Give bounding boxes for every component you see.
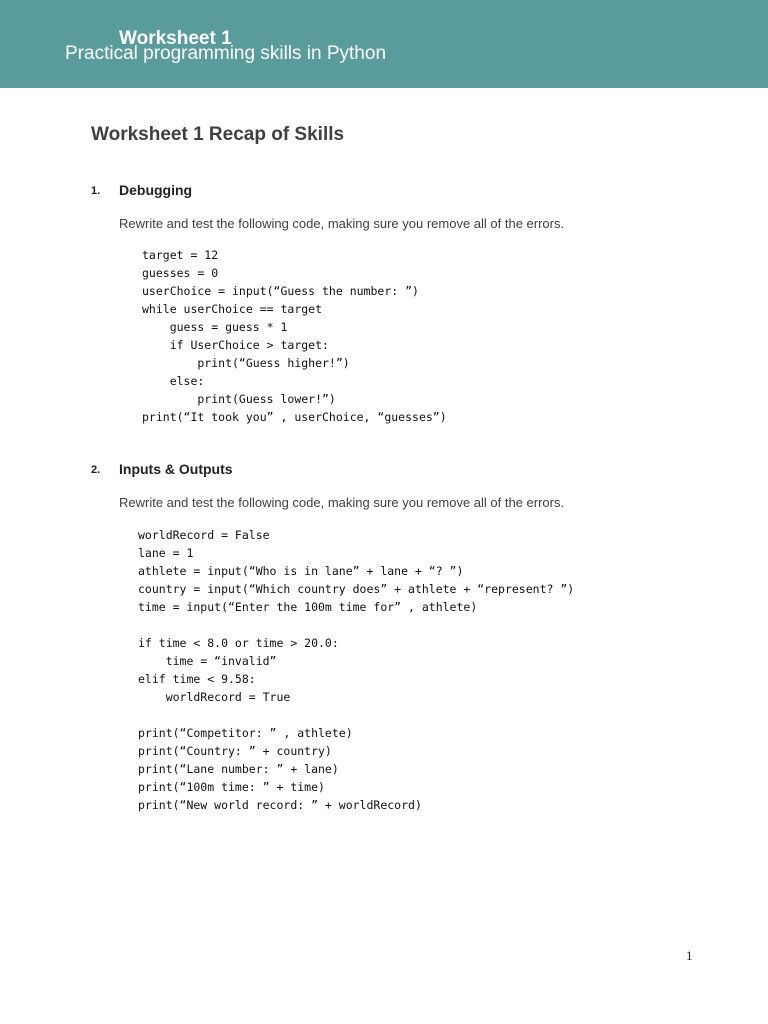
code-line: print(“Guess higher!”) [142,356,350,370]
code-line: guess = guess * 1 [142,320,288,334]
code-line [138,706,574,724]
code-line: userChoice = input(“Guess the number: ”) [142,284,419,298]
page-number: 1 [686,948,693,963]
section-number: 1. [91,185,101,197]
worksheet-subtitle: Practical programming skills in Python [65,43,387,64]
section-title: Debugging [119,182,193,198]
code-line: if time < 8.0 or time > 20.0: [138,636,339,650]
code-line: lane = 1 [138,546,194,560]
code-line: time = “invalid” [138,654,277,668]
code-line: print(“It took you” , userChoice, “guesses”) [142,410,447,424]
page-title: Worksheet 1 Recap of Skills [91,124,345,145]
code-line: while userChoice == target [142,302,323,316]
code-line: worldRecord = False [138,528,270,542]
code-line: print(“Lane number: ” + lane) [138,762,339,776]
code-block-inputs-outputs [138,526,574,814]
code-line: target = 12 [142,248,219,262]
code-block-debugging [142,246,447,426]
code-line [138,616,574,634]
section-instruction: Rewrite and test the following code, making sure you remove all of the errors. [119,216,565,231]
section-instruction: Rewrite and test the following code, making sure you remove all of the errors. [119,495,565,510]
code-line: print(Guess lower!”) [142,392,336,406]
code-line: if UserChoice > target: [142,338,329,352]
code-line: guesses = 0 [142,266,219,280]
code-line: else: [142,374,205,388]
code-line: time = input(“Enter the 100m time for” , athlete) [138,600,478,614]
header-band [0,0,768,88]
code-line: elif time < 9.58: [138,672,256,686]
code-line: print(“New world record: ” + worldRecord) [138,798,422,812]
code-line: print(“Country: ” + country) [138,744,332,758]
code-line: athlete = input(“Who is in lane” + lane + “? ”) [138,564,464,578]
section-number: 2. [91,464,101,476]
code-line: worldRecord = True [138,690,291,704]
section-title: Inputs & Outputs [119,461,233,477]
code-line: print(“100m time: ” + time) [138,780,325,794]
code-line: print(“Competitor: ” , athlete) [138,726,353,740]
worksheet-title: Worksheet 1 [119,28,232,49]
code-line: country = input(“Which country does” + athlete + “represent? ”) [138,582,575,596]
